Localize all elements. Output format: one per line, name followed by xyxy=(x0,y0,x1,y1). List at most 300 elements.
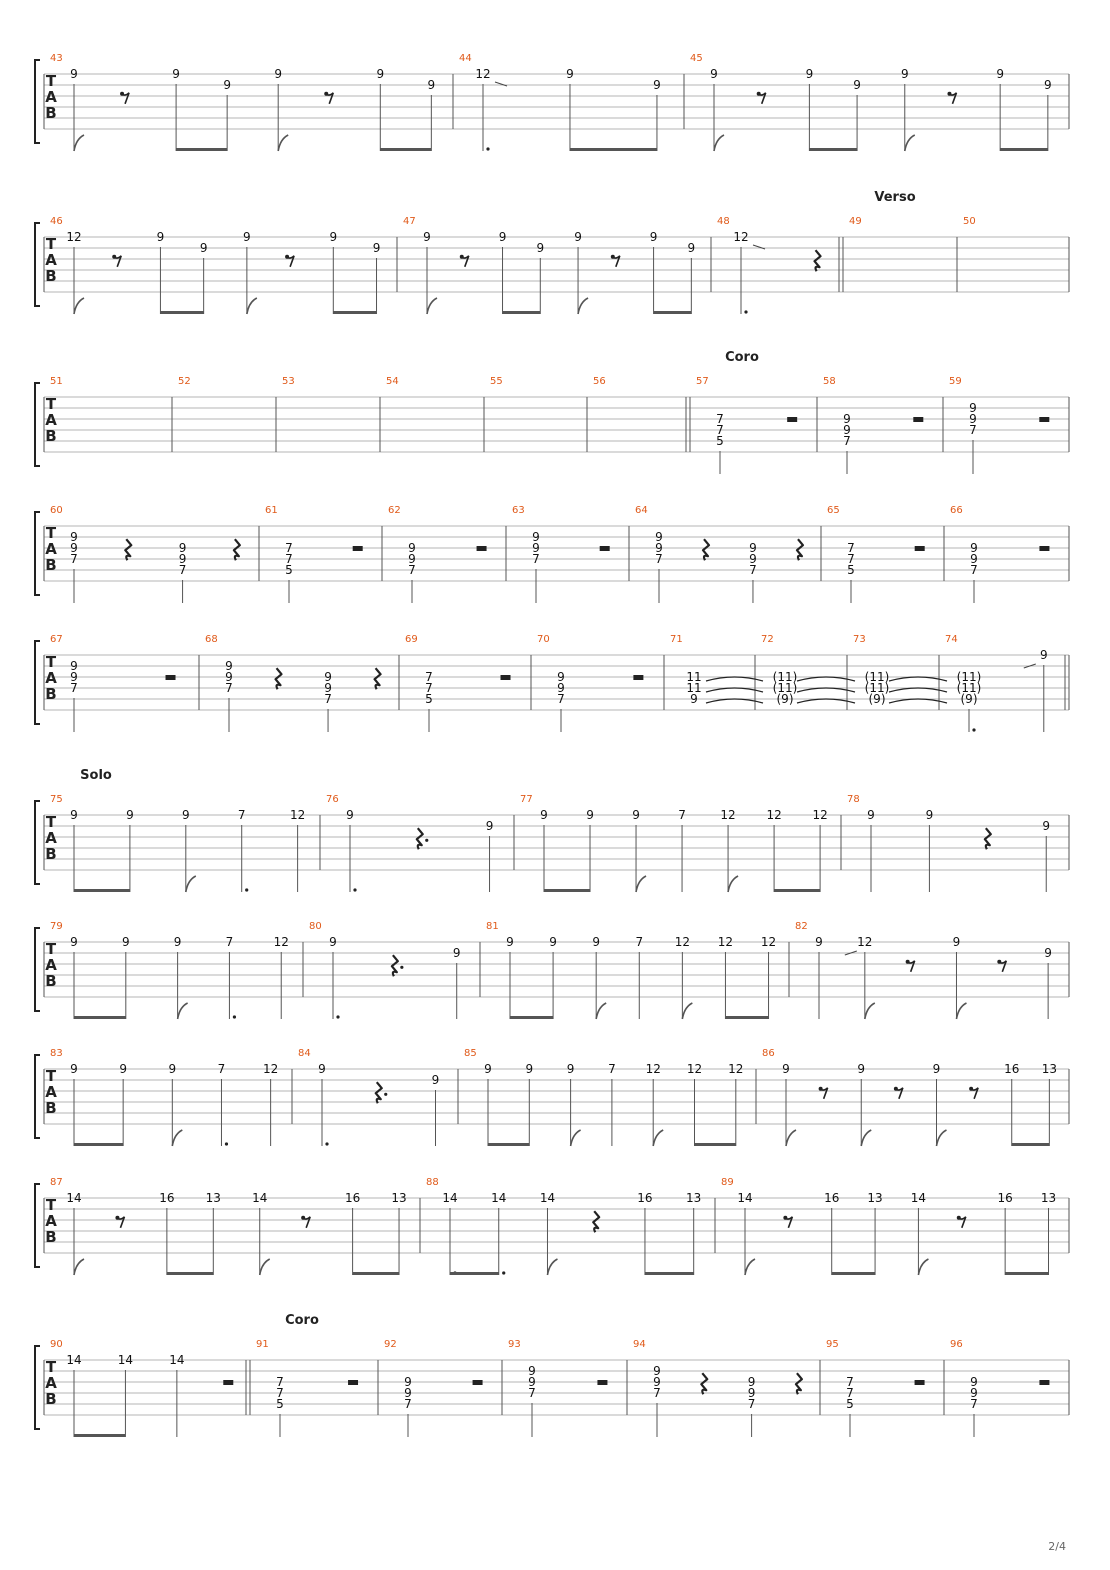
fret-number: (9) xyxy=(776,692,794,706)
fret-number: 12 xyxy=(720,808,736,822)
fret-number: 9 xyxy=(815,935,823,949)
fret-number: 7 xyxy=(425,681,433,695)
note-flag xyxy=(596,1003,606,1019)
half-rest xyxy=(473,1380,483,1385)
fret-number: 9 xyxy=(655,530,663,544)
note-flag xyxy=(571,1130,581,1146)
fret-number: 7 xyxy=(408,563,416,577)
note-beam xyxy=(74,1143,123,1146)
half-rest xyxy=(348,1380,358,1385)
fret-number: 7 xyxy=(846,1375,854,1389)
fret-number: 9 xyxy=(655,541,663,555)
measure-number: 71 xyxy=(670,634,683,645)
tab-clef-letter: B xyxy=(45,556,57,574)
fret-number: 9 xyxy=(346,808,354,822)
fret-number: 9 xyxy=(1039,648,1048,662)
fret-number: 9 xyxy=(574,230,582,244)
fret-number: 9 xyxy=(996,67,1004,81)
fret-number: 14 xyxy=(66,1353,82,1367)
fret-number: 12 xyxy=(475,67,491,81)
fret-number: 16 xyxy=(159,1191,175,1205)
fret-number: 14 xyxy=(442,1191,458,1205)
fret-number: 9 xyxy=(557,681,565,695)
fret-number: 9 xyxy=(1044,78,1052,92)
tab-clef-letter: B xyxy=(45,1390,57,1408)
measure-number: 46 xyxy=(50,216,63,227)
fret-number: 7 xyxy=(425,670,433,684)
fret-number: 13 xyxy=(867,1191,883,1205)
fret-number: 9 xyxy=(423,230,431,244)
note-flag xyxy=(278,135,288,151)
measure-number: 63 xyxy=(512,505,525,516)
measure-number: 96 xyxy=(950,1339,963,1350)
fret-number: 7 xyxy=(716,423,724,437)
note-flag xyxy=(682,1003,692,1019)
note-flag xyxy=(745,1259,755,1275)
note-flag xyxy=(918,1259,928,1275)
tab-clef-letter: T xyxy=(45,235,57,253)
note-flag xyxy=(956,1003,966,1019)
fret-number: 7 xyxy=(847,541,855,555)
section-label: Solo xyxy=(80,768,112,783)
fret-number: 7 xyxy=(969,423,977,437)
measure-number: 55 xyxy=(490,376,503,387)
note-beam xyxy=(809,148,857,151)
fret-number: 13 xyxy=(1041,1062,1057,1076)
fret-number: 9 xyxy=(782,1062,790,1076)
fret-number: 9 xyxy=(498,230,507,244)
fret-number: 9 xyxy=(969,412,977,426)
quarter-rest xyxy=(375,668,381,689)
measure-number: 88 xyxy=(426,1177,439,1188)
measure-number: 68 xyxy=(205,634,218,645)
note-flag xyxy=(260,1259,270,1275)
note-flag xyxy=(861,1130,871,1146)
fret-number: 9 xyxy=(540,808,548,822)
measure-number: 81 xyxy=(486,921,499,932)
fret-number: 7 xyxy=(178,563,187,577)
measure-number: 92 xyxy=(384,1339,397,1350)
fret-number: (11) xyxy=(864,681,890,695)
system-bracket xyxy=(35,1184,40,1267)
fret-number: 9 xyxy=(181,808,190,822)
note-flag xyxy=(714,135,724,151)
fret-number: 12 xyxy=(717,935,734,949)
tab-clef-letter: A xyxy=(45,1212,57,1230)
note-beam xyxy=(333,311,376,314)
fret-number: 16 xyxy=(344,1191,361,1205)
quarter-rest xyxy=(376,1082,382,1103)
tab-clef-letter: B xyxy=(45,1099,57,1117)
fret-number: 12 xyxy=(686,1062,703,1076)
fret-number: 5 xyxy=(847,563,855,577)
tab-clef-letter: A xyxy=(45,540,57,558)
fret-number: 9 xyxy=(857,1062,866,1076)
fret-number: 9 xyxy=(173,935,182,949)
note-dot xyxy=(502,1271,505,1274)
fret-number: 9 xyxy=(528,1364,536,1378)
fret-number: (9) xyxy=(960,692,978,706)
measure-number: 85 xyxy=(464,1048,477,1059)
tab-clef-letter: T xyxy=(45,653,57,671)
fret-number: 9 xyxy=(749,552,757,566)
fret-number: 9 xyxy=(485,819,494,833)
note-flag xyxy=(865,1003,875,1019)
tab-clef-letter: T xyxy=(45,1067,57,1085)
fret-number: 9 xyxy=(557,670,565,684)
measure-number: 49 xyxy=(849,216,862,227)
tab-system xyxy=(35,1048,1069,1146)
fret-number: 9 xyxy=(843,423,851,437)
fret-number: 5 xyxy=(425,692,433,706)
note-flag xyxy=(636,876,646,892)
tab-clef-letter: A xyxy=(45,1083,57,1101)
note-flag xyxy=(74,298,84,314)
tie-arc xyxy=(889,677,947,681)
fret-number: 9 xyxy=(70,808,78,822)
note-beam xyxy=(1000,148,1048,151)
fret-number: 9 xyxy=(431,1073,440,1087)
tab-clef-letter: B xyxy=(45,845,57,863)
measure-number: 95 xyxy=(826,1339,839,1350)
quarter-rest xyxy=(125,539,131,560)
tab-clef-letter: A xyxy=(45,829,57,847)
section-label: Coro xyxy=(725,350,759,365)
fret-number: 9 xyxy=(747,1386,756,1400)
fret-number: 9 xyxy=(274,67,283,81)
fret-number: 7 xyxy=(843,434,851,448)
fret-number: 14 xyxy=(169,1353,185,1367)
fret-number: 9 xyxy=(925,808,934,822)
fret-number: 9 xyxy=(372,241,381,255)
fret-number: 5 xyxy=(276,1397,284,1411)
half-rest xyxy=(223,1380,233,1385)
quarter-rest xyxy=(703,539,709,560)
measure-number: 70 xyxy=(537,634,550,645)
fret-number: 9 xyxy=(970,541,978,555)
note-flag xyxy=(728,876,738,892)
tab-clef-letter: A xyxy=(45,956,57,974)
fret-number: 7 xyxy=(225,681,233,695)
half-rest xyxy=(633,675,643,680)
half-rest xyxy=(477,546,487,551)
tie-arc xyxy=(706,677,763,681)
fret-number: 9 xyxy=(427,78,436,92)
tie-arc xyxy=(797,688,855,692)
note-beam xyxy=(503,311,541,314)
tab-clef-letter: T xyxy=(45,813,57,831)
measure-number: 62 xyxy=(388,505,401,516)
fret-number: 5 xyxy=(285,563,293,577)
fret-number: 12 xyxy=(273,935,289,949)
fret-number: 9 xyxy=(452,946,461,960)
fret-number: (11) xyxy=(956,670,982,684)
measure-number: 43 xyxy=(50,53,63,64)
fret-number: 14 xyxy=(252,1191,268,1205)
note-dot xyxy=(744,310,747,313)
tie-arc xyxy=(797,699,855,703)
fret-number: 9 xyxy=(324,670,332,684)
note-flag xyxy=(247,298,257,314)
fret-number: 12 xyxy=(733,230,749,244)
note-beam xyxy=(74,1434,125,1437)
fret-number: (11) xyxy=(772,681,798,695)
tie-arc xyxy=(706,688,763,692)
note-flag xyxy=(186,876,196,892)
half-rest xyxy=(1039,417,1049,422)
half-rest xyxy=(915,1380,925,1385)
measure-number: 52 xyxy=(178,376,191,387)
tab-clef-letter: A xyxy=(45,88,57,106)
measure-number: 80 xyxy=(309,921,322,932)
fret-number: 9 xyxy=(586,808,594,822)
tab-clef-letter: A xyxy=(45,1374,57,1392)
fret-number: 16 xyxy=(1004,1062,1020,1076)
measure-number: 51 xyxy=(50,376,63,387)
tab-system xyxy=(35,53,1069,151)
fret-number: 9 xyxy=(536,241,545,255)
system-bracket xyxy=(35,928,40,1011)
measure-number: 67 xyxy=(50,634,63,645)
fret-number: 9 xyxy=(70,935,78,949)
fret-number: 7 xyxy=(70,552,78,566)
fret-number: 7 xyxy=(608,1062,616,1076)
note-dot xyxy=(486,147,489,150)
measure-number: 66 xyxy=(950,505,963,516)
fret-number: 9 xyxy=(408,552,416,566)
fret-number: 7 xyxy=(716,412,724,426)
measure-number: 73 xyxy=(853,634,866,645)
tab-system xyxy=(35,1313,1069,1437)
note-flag xyxy=(178,1003,188,1019)
note-flag xyxy=(74,1259,84,1275)
fret-number: 9 xyxy=(970,552,978,566)
fret-number: 9 xyxy=(119,1062,127,1076)
section-label: Verso xyxy=(874,190,916,205)
fret-number: 9 xyxy=(653,1375,661,1389)
note-beam xyxy=(510,1016,553,1019)
fret-number: 9 xyxy=(528,1375,536,1389)
fret-number: 9 xyxy=(632,808,640,822)
tab-clef-letter: B xyxy=(45,104,57,122)
fret-number: 12 xyxy=(674,935,690,949)
measure-number: 54 xyxy=(386,376,399,387)
fret-number: 7 xyxy=(970,563,978,577)
measure-number: 61 xyxy=(265,505,278,516)
fret-number: 7 xyxy=(653,1386,661,1400)
note-flag xyxy=(936,1130,946,1146)
fret-number: 9 xyxy=(404,1375,412,1389)
tab-clef-letter: T xyxy=(45,72,57,90)
fret-number: 7 xyxy=(557,692,565,706)
fret-number: 9 xyxy=(324,681,332,695)
fret-number: (11) xyxy=(956,681,982,695)
tab-clef-letter: T xyxy=(45,1196,57,1214)
fret-number: 13 xyxy=(205,1191,221,1205)
half-rest xyxy=(353,546,363,551)
tab-clef-letter: A xyxy=(45,669,57,687)
tab-system xyxy=(35,190,1069,314)
fret-number: 9 xyxy=(70,530,78,544)
note-flag xyxy=(547,1259,557,1275)
measure-number: 64 xyxy=(635,505,648,516)
fret-number: 7 xyxy=(528,1386,536,1400)
note-flag xyxy=(427,298,437,314)
fret-number: 9 xyxy=(1042,819,1051,833)
fret-number: 9 xyxy=(484,1062,492,1076)
fret-number: 9 xyxy=(243,230,251,244)
note-beam xyxy=(167,1272,213,1275)
measure-number: 76 xyxy=(326,794,339,805)
note-dot xyxy=(353,888,356,891)
measure-number: 57 xyxy=(696,376,709,387)
fret-number: 9 xyxy=(225,670,233,684)
measure-number: 87 xyxy=(50,1177,63,1188)
quarter-rest xyxy=(985,828,991,849)
quarter-rest xyxy=(701,1373,707,1394)
section-label: Coro xyxy=(285,1313,319,1328)
tab-clef-letter: B xyxy=(45,1228,57,1246)
note-beam xyxy=(725,1016,768,1019)
fret-number: (11) xyxy=(772,670,798,684)
measure-number: 56 xyxy=(593,376,606,387)
note-beam xyxy=(1012,1143,1050,1146)
fret-number: 14 xyxy=(910,1191,927,1205)
system-bracket xyxy=(35,60,40,143)
fret-number: 9 xyxy=(747,1375,756,1389)
system-bracket xyxy=(35,383,40,466)
fret-number: 12 xyxy=(66,230,82,244)
fret-number: 9 xyxy=(70,67,78,81)
note-beam xyxy=(695,1143,736,1146)
fret-number: 9 xyxy=(329,935,337,949)
fret-number: 9 xyxy=(178,541,187,555)
fret-number: 7 xyxy=(655,552,663,566)
fret-number: 9 xyxy=(70,541,78,555)
fret-number: 7 xyxy=(749,563,757,577)
note-beam xyxy=(488,1143,529,1146)
fret-number: 7 xyxy=(276,1375,284,1389)
fret-number: 12 xyxy=(289,808,306,822)
fret-number: 9 xyxy=(178,552,187,566)
tab-clef-letter: B xyxy=(45,267,57,285)
fret-number: 9 xyxy=(649,230,658,244)
note-flag xyxy=(578,298,588,314)
fret-number: 9 xyxy=(900,67,909,81)
quarter-rest xyxy=(417,828,423,849)
measure-number: 91 xyxy=(256,1339,269,1350)
tab-clef-letter: B xyxy=(45,685,57,703)
fret-number: 9 xyxy=(687,241,696,255)
fret-number: 9 xyxy=(566,67,574,81)
note-beam xyxy=(645,1272,694,1275)
page-number: 2/4 xyxy=(1048,1540,1066,1553)
rest-dot xyxy=(400,966,403,969)
fret-number: 9 xyxy=(653,1364,661,1378)
note-flag xyxy=(74,135,84,151)
half-rest xyxy=(1039,1380,1049,1385)
fret-number: 12 xyxy=(760,935,777,949)
measure-number: 93 xyxy=(508,1339,521,1350)
tie-arc xyxy=(797,677,855,681)
fret-number: 9 xyxy=(168,1062,177,1076)
tab-clef-letter: T xyxy=(45,940,57,958)
fret-number: 7 xyxy=(532,552,540,566)
fret-number: 9 xyxy=(952,935,961,949)
fret-number: 14 xyxy=(539,1191,556,1205)
fret-number: (11) xyxy=(864,670,890,684)
measure-number: 44 xyxy=(459,53,472,64)
quarter-rest xyxy=(797,539,803,560)
fret-number: 12 xyxy=(262,1062,279,1076)
note-beam xyxy=(74,1016,126,1019)
fret-number: 9 xyxy=(172,67,180,81)
measure-number: 79 xyxy=(50,921,63,932)
measure-number: 82 xyxy=(795,921,808,932)
measure-number: 83 xyxy=(50,1048,63,1059)
fret-number: 7 xyxy=(237,808,246,822)
fret-number: 9 xyxy=(690,692,698,706)
half-rest xyxy=(913,417,923,422)
note-dot xyxy=(233,1015,236,1018)
quarter-rest xyxy=(276,668,282,689)
note-dot xyxy=(325,1142,328,1145)
fret-number: 9 xyxy=(532,541,540,555)
fret-number: 7 xyxy=(217,1062,226,1076)
fret-number: 14 xyxy=(491,1191,507,1205)
fret-number: 9 xyxy=(932,1062,941,1076)
note-beam xyxy=(74,889,130,892)
fret-number: 16 xyxy=(997,1191,1013,1205)
note-beam xyxy=(380,148,431,151)
fret-number: 7 xyxy=(846,1386,854,1400)
fret-number: 9 xyxy=(404,1386,412,1400)
fret-number: 9 xyxy=(749,541,757,555)
note-beam xyxy=(570,148,657,151)
fret-number: 7 xyxy=(324,692,332,706)
tie-arc xyxy=(889,699,947,703)
fret-number: 14 xyxy=(117,1353,134,1367)
fret-number: (9) xyxy=(868,692,886,706)
half-rest xyxy=(600,546,610,551)
fret-number: 9 xyxy=(653,78,661,92)
note-beam xyxy=(832,1272,875,1275)
tab-system xyxy=(35,1177,1069,1275)
measure-number: 45 xyxy=(690,53,703,64)
measure-number: 86 xyxy=(762,1048,775,1059)
fret-number: 9 xyxy=(70,659,78,673)
fret-number: 9 xyxy=(853,78,861,92)
fret-number: 9 xyxy=(970,1386,978,1400)
fret-number: 9 xyxy=(592,935,600,949)
fret-number: 9 xyxy=(867,808,875,822)
tab-clef-letter: T xyxy=(45,395,57,413)
fret-number: 16 xyxy=(824,1191,840,1205)
fret-number: 7 xyxy=(285,552,293,566)
fret-number: 9 xyxy=(566,1062,575,1076)
fret-number: 9 xyxy=(532,530,540,544)
fret-number: 11 xyxy=(686,670,702,684)
fret-number: 9 xyxy=(376,67,385,81)
measure-number: 60 xyxy=(50,505,63,516)
tab-clef-letter: B xyxy=(45,972,57,990)
system-bracket xyxy=(35,801,40,884)
system-bracket xyxy=(35,223,40,306)
rest-dot xyxy=(384,1093,387,1096)
quarter-rest xyxy=(593,1211,599,1232)
note-beam xyxy=(654,311,692,314)
fret-number: 9 xyxy=(549,935,557,949)
